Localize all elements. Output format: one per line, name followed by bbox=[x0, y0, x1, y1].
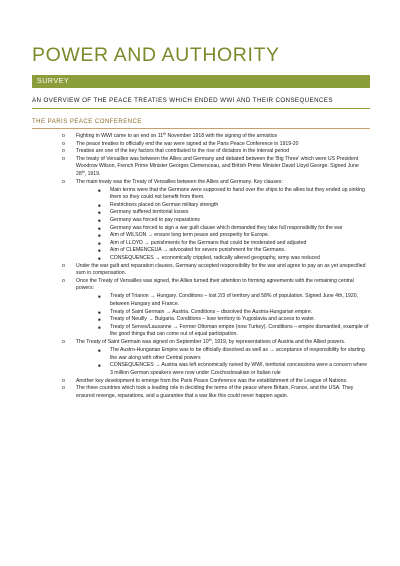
bullet-item bbox=[62, 278, 370, 339]
sub-bullet-item: ■ Germany suffered territorial losses bbox=[98, 209, 370, 217]
sub-bullet-item: ■ Restrictions placed on German military strength bbox=[98, 202, 370, 210]
ordinal-suffix: th bbox=[81, 169, 85, 174]
sub-bullet-list bbox=[76, 347, 370, 377]
bullet-text: The main treaty was the Treaty of Versailles between the Allies and Germany. Key clauses: bbox=[76, 178, 283, 185]
bullet-item bbox=[62, 385, 370, 400]
bullet-text: Another key development to emerge from the Paris Peace Conference was the establishment of the League of Nations. bbox=[76, 377, 348, 384]
sub-bullet-item: ■ Main terms were that the Germans were supposed to hand over the ships to the allies but they ended up sinking them so they could not benefit from them. bbox=[98, 187, 370, 202]
bullet-text: Treaties are one of the key factors that contributed to the rise of dictators in the interval period bbox=[76, 148, 289, 155]
bullet-text: Once the Treaty of Versailles was signed, the Allies turned their attention to forming agreements with the remaining central powers: bbox=[76, 277, 354, 292]
ordinal-suffix: th bbox=[208, 338, 212, 343]
bullet-text-post: , 1919, by representatives of Austria and the Allied powers. bbox=[211, 339, 346, 346]
survey-banner: SURVEY bbox=[32, 75, 370, 88]
section-heading: THE PARIS PEACE CONFERENCE bbox=[32, 119, 370, 129]
sub-bullet-item: ■ Treaty of Saint Germain → Austria. Conditions – dissolved the Austria-Hungarian empire. bbox=[98, 309, 370, 317]
bullet-text: Under the war guilt and reparation clauses, Germany accepted responsibility for the war and agree to pay an as yet unspecified sum in compensation. bbox=[76, 262, 366, 277]
bullet-item bbox=[62, 148, 370, 156]
ordinal-suffix: th bbox=[163, 132, 167, 136]
bullet-item bbox=[62, 179, 370, 263]
sub-bullet-item: ■ CONSEQUENCES → Austria was left economically ruined by WWI, territorial concessions were a concern where 3 million German speakers were now under Czechoslovakian or Italian rule bbox=[98, 362, 370, 377]
bullet-list bbox=[32, 133, 370, 400]
sub-bullet-item: ■ Germany was forced to sign a war guilt clause which demanded they take full responsibility for the war bbox=[98, 225, 370, 233]
bullet-text-pre: Fighting in WWI came to an end on 11 bbox=[76, 133, 164, 139]
bullet-text-post: November 1918 with the signing of the armistice bbox=[166, 133, 278, 139]
bullet-text-pre: The treaty of Versailles was between the Allies and Germany and debated between the 'Big Three' which were US President Woodrow Wilson, French Prime Minister Georges Clemenceau, and British Prime Minister David Lloyd George. Signed June 28 bbox=[76, 155, 359, 177]
bullet-text-post: , 1919. bbox=[84, 170, 101, 177]
sub-bullet-item: ■ Treaty of Neuilly → Bulgaria. Conditions – lose territory to Yugoslavia and access to water. bbox=[98, 316, 370, 324]
bullet-text: The three countries which took a leading role in deciding the terms of the peace where Britain, France, and the USA. They ensured revenge, reparations, and a guarantee that a war like this could never happen again. bbox=[76, 385, 354, 399]
bullet-item bbox=[62, 133, 370, 141]
sub-bullet-list bbox=[76, 293, 370, 339]
bullet-item bbox=[62, 378, 370, 386]
document-subtitle: AN OVERVIEW OF THE PEACE TREATIES WHICH ENDED WWI AND THEIR CONSEQUENCES bbox=[32, 97, 370, 109]
bullet-text-pre: The Treaty of Saint Germain was signed on September 10 bbox=[76, 339, 209, 346]
bullet-text: The peace treaties to officially end the war were signed at the Paris Peace Conference in 1919-20 bbox=[76, 140, 299, 147]
sub-bullet-item: ■ Aim of LLOYD → punishments for the Germans that could be moderated and adjusted bbox=[98, 240, 370, 248]
sub-bullet-item: ■ The Austro-Hungarian Empire was to be officially dissolved as well as → acceptance of responsibility for starting the war along with other Central powers bbox=[98, 347, 370, 362]
sub-bullet-item: ■ Aim of CLEMENCEUA → advocated for severe punishment for the Germans. bbox=[98, 247, 370, 255]
sub-bullet-item: ■ Aim of WILSON → ensure long term peace and prosperity for Europe. bbox=[98, 232, 370, 240]
bullet-item bbox=[62, 263, 370, 278]
sub-bullet-list bbox=[76, 187, 370, 263]
sub-bullet-item: ■ Germany was forced to pay reparations bbox=[98, 217, 370, 225]
sub-bullet-item: ■ Treaty of Trianon → Hungary. Conditions – lost 2/3 of territory and 58% of population. Signed June 4th, 1920, between Hungary and France. bbox=[98, 293, 370, 308]
page-title: POWER AND AUTHORITY bbox=[32, 44, 280, 66]
bullet-item bbox=[62, 339, 370, 377]
bullet-text bbox=[76, 133, 277, 139]
bullet-text bbox=[76, 156, 359, 177]
sub-bullet-item: ■ CONSEQUENCES → economically crippled, radically altered geography, army was reduced bbox=[98, 255, 370, 263]
bullet-text bbox=[76, 339, 345, 345]
bullet-item bbox=[62, 156, 370, 179]
sub-bullet-item: ■ Treaty of Serves/Lausanne → Former Ottoman empire (now Turkey). Conditions – empire dismantled, example of the good things that can come out of equal participation. bbox=[98, 324, 370, 339]
bullet-item bbox=[62, 141, 370, 149]
